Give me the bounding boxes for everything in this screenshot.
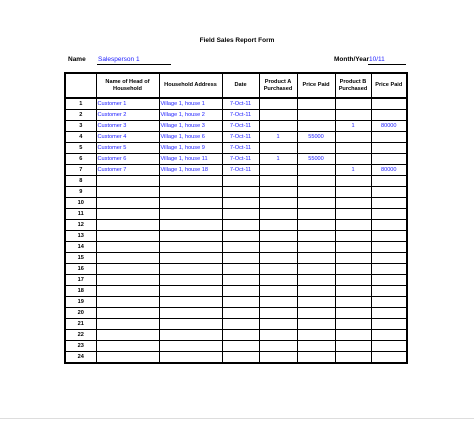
table-row xyxy=(65,132,407,143)
cell-head-of-household[interactable] xyxy=(96,286,159,297)
month-year-underline xyxy=(368,64,406,65)
cell-date[interactable] xyxy=(222,297,259,308)
sales-table xyxy=(64,72,408,364)
cell-price-paid-a[interactable] xyxy=(297,110,335,121)
table-row xyxy=(65,220,407,231)
cell-price-paid-a[interactable] xyxy=(297,209,335,220)
cell-product-b[interactable] xyxy=(335,143,371,154)
cell-head-of-household[interactable]: Customer 6 xyxy=(96,154,159,165)
cell-date[interactable] xyxy=(222,231,259,242)
cell-head-of-household[interactable]: Customer 7 xyxy=(96,165,159,176)
cell-product-a[interactable] xyxy=(259,264,297,275)
cell-product-b[interactable] xyxy=(335,110,371,121)
cell-product-a[interactable]: 1 xyxy=(259,154,297,165)
cell-price-paid-a[interactable] xyxy=(297,319,335,330)
cell-household-address[interactable] xyxy=(159,352,222,364)
table-row xyxy=(65,209,407,220)
cell-head-of-household[interactable] xyxy=(96,352,159,364)
cell-price-paid-b[interactable] xyxy=(371,341,407,352)
header-product-a: Product A Purchased xyxy=(259,73,297,98)
cell-price-paid-a[interactable] xyxy=(297,352,335,364)
cell-household-address[interactable] xyxy=(159,253,222,264)
cell-product-a[interactable]: 1 xyxy=(259,132,297,143)
cell-price-paid-b[interactable] xyxy=(371,98,407,110)
cell-product-a[interactable] xyxy=(259,352,297,364)
cell-head-of-household[interactable] xyxy=(96,209,159,220)
cell-date[interactable]: 7-Oct-11 xyxy=(222,165,259,176)
row-number: 14 xyxy=(65,242,96,253)
page-bottom-rule xyxy=(0,418,474,419)
cell-product-b[interactable] xyxy=(335,275,371,286)
cell-price-paid-b[interactable] xyxy=(371,154,407,165)
name-underline xyxy=(97,64,171,65)
cell-price-paid-b[interactable]: 80000 xyxy=(371,121,407,132)
name-value[interactable]: Salesperson 1 xyxy=(98,56,140,63)
cell-price-paid-b[interactable] xyxy=(371,297,407,308)
cell-price-paid-b[interactable] xyxy=(371,198,407,209)
cell-date[interactable]: 7-Oct-11 xyxy=(222,154,259,165)
cell-price-paid-b[interactable] xyxy=(371,319,407,330)
cell-date[interactable]: 7-Oct-11 xyxy=(222,132,259,143)
cell-head-of-household[interactable] xyxy=(96,319,159,330)
cell-price-paid-b[interactable] xyxy=(371,275,407,286)
cell-price-paid-a[interactable] xyxy=(297,165,335,176)
cell-product-b[interactable] xyxy=(335,352,371,364)
cell-head-of-household[interactable] xyxy=(96,253,159,264)
cell-product-b[interactable] xyxy=(335,154,371,165)
cell-date[interactable] xyxy=(222,352,259,364)
row-number: 17 xyxy=(65,275,96,286)
cell-household-address[interactable]: Village 1, house 9 xyxy=(159,143,222,154)
row-number: 4 xyxy=(65,132,96,143)
table-row xyxy=(65,330,407,341)
cell-household-address[interactable] xyxy=(159,297,222,308)
cell-price-paid-b[interactable] xyxy=(371,286,407,297)
name-label: Name xyxy=(68,56,86,63)
table-row xyxy=(65,341,407,352)
row-number: 8 xyxy=(65,176,96,187)
table-row xyxy=(65,253,407,264)
cell-product-b[interactable] xyxy=(335,209,371,220)
cell-price-paid-a[interactable] xyxy=(297,220,335,231)
cell-product-b[interactable] xyxy=(335,187,371,198)
cell-price-paid-a[interactable] xyxy=(297,253,335,264)
cell-date[interactable] xyxy=(222,198,259,209)
cell-product-a[interactable] xyxy=(259,143,297,154)
table-row xyxy=(65,286,407,297)
row-number: 15 xyxy=(65,253,96,264)
cell-product-b[interactable] xyxy=(335,319,371,330)
cell-product-a[interactable] xyxy=(259,198,297,209)
table-row xyxy=(65,110,407,121)
cell-household-address[interactable] xyxy=(159,308,222,319)
table-row xyxy=(65,264,407,275)
cell-head-of-household[interactable] xyxy=(96,176,159,187)
cell-head-of-household[interactable] xyxy=(96,330,159,341)
row-number: 9 xyxy=(65,187,96,198)
cell-product-a[interactable] xyxy=(259,253,297,264)
row-number: 12 xyxy=(65,220,96,231)
cell-date[interactable] xyxy=(222,220,259,231)
cell-product-a[interactable] xyxy=(259,242,297,253)
cell-price-paid-b[interactable] xyxy=(371,253,407,264)
cell-date[interactable] xyxy=(222,187,259,198)
cell-household-address[interactable]: Village 1, house 3 xyxy=(159,121,222,132)
table-row xyxy=(65,319,407,330)
row-number: 3 xyxy=(65,121,96,132)
cell-product-b[interactable] xyxy=(335,231,371,242)
cell-product-b[interactable] xyxy=(335,341,371,352)
cell-head-of-household[interactable]: Customer 3 xyxy=(96,121,159,132)
cell-price-paid-a[interactable] xyxy=(297,143,335,154)
cell-household-address[interactable] xyxy=(159,220,222,231)
row-number: 7 xyxy=(65,165,96,176)
cell-price-paid-b[interactable] xyxy=(371,231,407,242)
row-number: 23 xyxy=(65,341,96,352)
cell-product-a[interactable] xyxy=(259,275,297,286)
table-row xyxy=(65,242,407,253)
row-number: 11 xyxy=(65,209,96,220)
row-number: 18 xyxy=(65,286,96,297)
cell-price-paid-b[interactable] xyxy=(371,330,407,341)
cell-date[interactable] xyxy=(222,308,259,319)
cell-product-a[interactable] xyxy=(259,341,297,352)
cell-date[interactable] xyxy=(222,209,259,220)
table-row xyxy=(65,187,407,198)
cell-household-address[interactable]: Village 1, house 2 xyxy=(159,110,222,121)
row-number: 24 xyxy=(65,352,96,364)
cell-household-address[interactable] xyxy=(159,187,222,198)
cell-price-paid-b[interactable] xyxy=(371,176,407,187)
cell-price-paid-a[interactable] xyxy=(297,286,335,297)
row-number: 2 xyxy=(65,110,96,121)
cell-household-address[interactable] xyxy=(159,209,222,220)
cell-price-paid-a[interactable] xyxy=(297,98,335,110)
cell-date[interactable]: 7-Oct-11 xyxy=(222,121,259,132)
header-head-of-household: Name of Head of Household xyxy=(96,73,159,98)
cell-product-b[interactable] xyxy=(335,176,371,187)
cell-household-address[interactable] xyxy=(159,319,222,330)
cell-price-paid-b[interactable] xyxy=(371,308,407,319)
cell-household-address[interactable]: Village 1, house 18 xyxy=(159,165,222,176)
row-number: 16 xyxy=(65,264,96,275)
form-title: Field Sales Report Form xyxy=(199,37,275,44)
cell-product-a[interactable] xyxy=(259,220,297,231)
cell-product-a[interactable] xyxy=(259,98,297,110)
cell-price-paid-b[interactable] xyxy=(371,143,407,154)
cell-household-address[interactable] xyxy=(159,286,222,297)
cell-price-paid-a[interactable] xyxy=(297,121,335,132)
cell-date[interactable]: 7-Oct-11 xyxy=(222,98,259,110)
cell-price-paid-a[interactable] xyxy=(297,330,335,341)
cell-price-paid-a[interactable] xyxy=(297,198,335,209)
row-number: 22 xyxy=(65,330,96,341)
cell-price-paid-b[interactable] xyxy=(371,264,407,275)
row-number: 13 xyxy=(65,231,96,242)
table-row xyxy=(65,231,407,242)
table-row xyxy=(65,308,407,319)
cell-price-paid-b[interactable] xyxy=(371,132,407,143)
header-household-address: Household Address xyxy=(159,73,222,98)
header-product-b: Product B Purchased xyxy=(335,73,371,98)
row-number: 20 xyxy=(65,308,96,319)
cell-date[interactable] xyxy=(222,176,259,187)
cell-price-paid-a[interactable]: 55000 xyxy=(297,132,335,143)
cell-product-b[interactable] xyxy=(335,98,371,110)
cell-price-paid-a[interactable] xyxy=(297,231,335,242)
cell-product-b[interactable] xyxy=(335,297,371,308)
cell-product-a[interactable] xyxy=(259,297,297,308)
cell-product-a[interactable] xyxy=(259,319,297,330)
cell-head-of-household[interactable]: Customer 2 xyxy=(96,110,159,121)
cell-head-of-household[interactable] xyxy=(96,198,159,209)
cell-product-b[interactable]: 1 xyxy=(335,165,371,176)
cell-household-address[interactable]: Village 1, house 6 xyxy=(159,132,222,143)
row-number: 1 xyxy=(65,98,96,110)
cell-price-paid-a[interactable] xyxy=(297,242,335,253)
header-price-paid-a: Price Paid xyxy=(297,73,335,98)
cell-product-b[interactable] xyxy=(335,286,371,297)
cell-date[interactable] xyxy=(222,330,259,341)
cell-price-paid-b[interactable] xyxy=(371,110,407,121)
table-row xyxy=(65,121,407,132)
cell-price-paid-a[interactable] xyxy=(297,308,335,319)
cell-product-b[interactable] xyxy=(335,253,371,264)
row-number: 21 xyxy=(65,319,96,330)
cell-household-address[interactable]: Village 1, house 11 xyxy=(159,154,222,165)
cell-product-a[interactable] xyxy=(259,308,297,319)
table-row xyxy=(65,154,407,165)
cell-household-address[interactable] xyxy=(159,330,222,341)
cell-price-paid-b[interactable]: 80000 xyxy=(371,165,407,176)
cell-price-paid-a[interactable] xyxy=(297,297,335,308)
cell-date[interactable] xyxy=(222,319,259,330)
cell-price-paid-b[interactable] xyxy=(371,209,407,220)
cell-date[interactable] xyxy=(222,286,259,297)
cell-product-a[interactable] xyxy=(259,176,297,187)
table-header-row xyxy=(65,73,407,98)
cell-price-paid-a[interactable] xyxy=(297,264,335,275)
cell-head-of-household[interactable]: Customer 4 xyxy=(96,132,159,143)
cell-date[interactable] xyxy=(222,264,259,275)
month-year-value[interactable]: 10/11 xyxy=(369,56,385,63)
cell-head-of-household[interactable] xyxy=(96,231,159,242)
cell-household-address[interactable] xyxy=(159,231,222,242)
cell-product-a[interactable] xyxy=(259,110,297,121)
cell-product-b[interactable] xyxy=(335,242,371,253)
cell-product-a[interactable] xyxy=(259,330,297,341)
cell-date[interactable] xyxy=(222,253,259,264)
row-number: 10 xyxy=(65,198,96,209)
cell-household-address[interactable] xyxy=(159,176,222,187)
table-row xyxy=(65,98,407,110)
header-date: Date xyxy=(222,73,259,98)
cell-date[interactable] xyxy=(222,275,259,286)
table-row xyxy=(65,198,407,209)
cell-product-b[interactable] xyxy=(335,198,371,209)
cell-household-address[interactable] xyxy=(159,198,222,209)
cell-price-paid-a[interactable] xyxy=(297,341,335,352)
table-row xyxy=(65,297,407,308)
cell-head-of-household[interactable] xyxy=(96,242,159,253)
cell-price-paid-a[interactable] xyxy=(297,187,335,198)
cell-price-paid-a[interactable] xyxy=(297,176,335,187)
table-row xyxy=(65,165,407,176)
cell-product-b[interactable] xyxy=(335,330,371,341)
cell-date[interactable]: 7-Oct-11 xyxy=(222,143,259,154)
cell-head-of-household[interactable] xyxy=(96,220,159,231)
cell-product-b[interactable] xyxy=(335,132,371,143)
table-row xyxy=(65,176,407,187)
cell-head-of-household[interactable] xyxy=(96,187,159,198)
cell-household-address[interactable] xyxy=(159,242,222,253)
cell-date[interactable]: 7-Oct-11 xyxy=(222,110,259,121)
header-price-paid-b: Price Paid xyxy=(371,73,407,98)
cell-product-b[interactable] xyxy=(335,220,371,231)
cell-date[interactable] xyxy=(222,341,259,352)
cell-price-paid-a[interactable]: 55000 xyxy=(297,154,335,165)
cell-household-address[interactable]: Village 1, house 1 xyxy=(159,98,222,110)
cell-date[interactable] xyxy=(222,242,259,253)
cell-head-of-household[interactable]: Customer 1 xyxy=(96,98,159,110)
cell-product-a[interactable] xyxy=(259,187,297,198)
cell-product-a[interactable] xyxy=(259,286,297,297)
cell-product-b[interactable] xyxy=(335,264,371,275)
row-number: 5 xyxy=(65,143,96,154)
cell-product-a[interactable] xyxy=(259,165,297,176)
cell-product-a[interactable] xyxy=(259,209,297,220)
table-row xyxy=(65,352,407,364)
cell-price-paid-b[interactable] xyxy=(371,352,407,364)
row-number: 19 xyxy=(65,297,96,308)
cell-product-a[interactable] xyxy=(259,121,297,132)
cell-household-address[interactable] xyxy=(159,275,222,286)
header-index xyxy=(65,73,96,98)
row-number: 6 xyxy=(65,154,96,165)
cell-household-address[interactable] xyxy=(159,264,222,275)
cell-product-b[interactable] xyxy=(335,308,371,319)
cell-product-a[interactable] xyxy=(259,231,297,242)
cell-price-paid-a[interactable] xyxy=(297,275,335,286)
cell-product-b[interactable]: 1 xyxy=(335,121,371,132)
cell-head-of-household[interactable]: Customer 5 xyxy=(96,143,159,154)
cell-head-of-household[interactable] xyxy=(96,264,159,275)
cell-head-of-household[interactable] xyxy=(96,297,159,308)
cell-price-paid-b[interactable] xyxy=(371,220,407,231)
table-row xyxy=(65,275,407,286)
month-year-label: Month/Year xyxy=(334,56,370,63)
cell-head-of-household[interactable] xyxy=(96,308,159,319)
table-row xyxy=(65,143,407,154)
cell-head-of-household[interactable] xyxy=(96,341,159,352)
cell-head-of-household[interactable] xyxy=(96,275,159,286)
cell-price-paid-b[interactable] xyxy=(371,187,407,198)
cell-price-paid-b[interactable] xyxy=(371,242,407,253)
cell-household-address[interactable] xyxy=(159,341,222,352)
